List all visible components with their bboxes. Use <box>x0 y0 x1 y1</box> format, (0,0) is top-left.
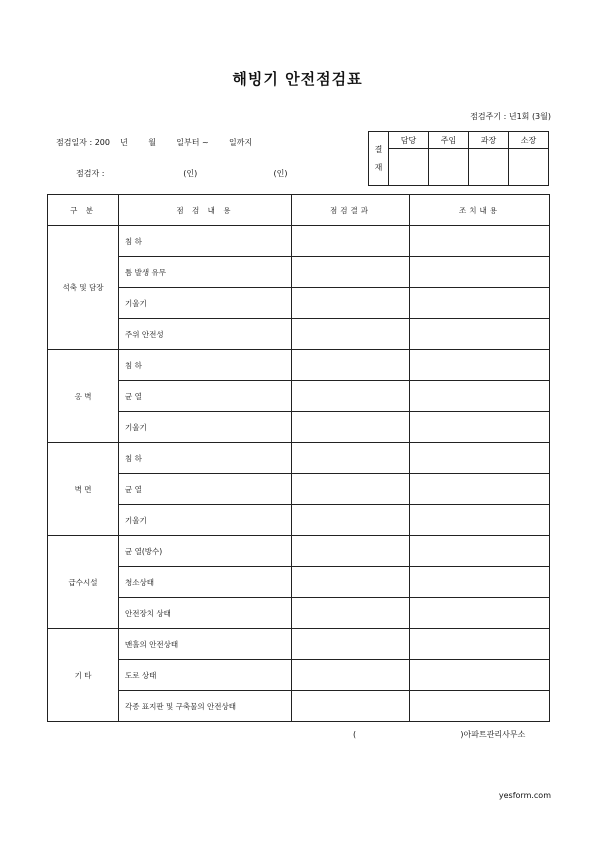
check-item: 침 하 <box>119 350 292 381</box>
check-item: 균 열 <box>119 381 292 412</box>
action-cell[interactable] <box>410 567 550 598</box>
action-cell[interactable] <box>410 381 550 412</box>
check-item: 각종 표지판 및 구축물의 안전상태 <box>119 691 292 722</box>
inspection-table <box>47 194 550 722</box>
approval-role: 담당 <box>389 132 429 149</box>
approval-table <box>368 131 549 186</box>
result-cell[interactable] <box>292 412 410 443</box>
header-content: 점 검 내 용 <box>119 195 292 226</box>
check-item: 맨홀의 안전상태 <box>119 629 292 660</box>
table-row <box>48 288 550 319</box>
signature-box[interactable] <box>389 149 429 186</box>
approval-role: 소장 <box>509 132 549 149</box>
office-footer: ( )아파트관리사무소 <box>353 730 526 739</box>
check-item: 균 열(방수) <box>119 536 292 567</box>
table-row <box>48 536 550 567</box>
table-row <box>48 505 550 536</box>
table-row <box>48 381 550 412</box>
page-title: 해빙기 안전점검표 <box>232 70 363 88</box>
result-cell[interactable] <box>292 350 410 381</box>
table-row <box>48 257 550 288</box>
table-row <box>48 567 550 598</box>
table-row <box>48 350 550 381</box>
result-cell[interactable] <box>292 381 410 412</box>
result-cell[interactable] <box>292 226 410 257</box>
header-result: 점검결과 <box>292 195 410 226</box>
approval-label: 결 재 <box>369 132 389 186</box>
signature-box[interactable] <box>509 149 549 186</box>
result-cell[interactable] <box>292 257 410 288</box>
inspection-cycle: 점검주기 : 년1회 (3월) <box>470 112 551 121</box>
table-row <box>48 598 550 629</box>
category-cell: 옹 벽 <box>48 350 119 443</box>
category-cell: 벽 면 <box>48 443 119 536</box>
table-row <box>48 691 550 722</box>
result-cell[interactable] <box>292 660 410 691</box>
check-item: 도로 상태 <box>119 660 292 691</box>
approval-role: 과장 <box>469 132 509 149</box>
table-row <box>48 660 550 691</box>
check-item: 청소상태 <box>119 567 292 598</box>
category-cell: 기 타 <box>48 629 119 722</box>
action-cell[interactable] <box>410 412 550 443</box>
check-item: 안전장치 상태 <box>119 598 292 629</box>
action-cell[interactable] <box>410 443 550 474</box>
result-cell[interactable] <box>292 536 410 567</box>
result-cell[interactable] <box>292 443 410 474</box>
inspection-date-line: 점검일자 : 200 년 월 일부터 ~ 일까지 <box>56 138 253 147</box>
result-cell[interactable] <box>292 319 410 350</box>
check-item: 기울기 <box>119 288 292 319</box>
result-cell[interactable] <box>292 474 410 505</box>
site-credit: yesform.com <box>498 791 551 800</box>
header-action: 조치내용 <box>410 195 550 226</box>
check-item: 침 하 <box>119 443 292 474</box>
action-cell[interactable] <box>410 629 550 660</box>
action-cell[interactable] <box>410 257 550 288</box>
category-cell: 석축 및 담장 <box>48 226 119 350</box>
result-cell[interactable] <box>292 691 410 722</box>
check-item: 균 열 <box>119 474 292 505</box>
action-cell[interactable] <box>410 505 550 536</box>
check-item: 기울기 <box>119 412 292 443</box>
action-cell[interactable] <box>410 598 550 629</box>
table-row <box>48 443 550 474</box>
table-row <box>48 474 550 505</box>
table-row <box>48 412 550 443</box>
check-item: 주위 안전성 <box>119 319 292 350</box>
action-cell[interactable] <box>410 660 550 691</box>
approval-role: 주임 <box>429 132 469 149</box>
check-item: 틈 발생 유무 <box>119 257 292 288</box>
result-cell[interactable] <box>292 288 410 319</box>
category-cell: 급수시설 <box>48 536 119 629</box>
table-row <box>48 319 550 350</box>
check-item: 기울기 <box>119 505 292 536</box>
action-cell[interactable] <box>410 288 550 319</box>
result-cell[interactable] <box>292 567 410 598</box>
table-row <box>48 226 550 257</box>
action-cell[interactable] <box>410 536 550 567</box>
action-cell[interactable] <box>410 474 550 505</box>
signature-box[interactable] <box>469 149 509 186</box>
result-cell[interactable] <box>292 505 410 536</box>
action-cell[interactable] <box>410 350 550 381</box>
result-cell[interactable] <box>292 598 410 629</box>
check-item: 침 하 <box>119 226 292 257</box>
action-cell[interactable] <box>410 226 550 257</box>
action-cell[interactable] <box>410 691 550 722</box>
action-cell[interactable] <box>410 319 550 350</box>
header-category: 구 분 <box>48 195 119 226</box>
inspector-line: 점검자 : (인) (인) <box>76 169 288 178</box>
result-cell[interactable] <box>292 629 410 660</box>
signature-box[interactable] <box>429 149 469 186</box>
table-row <box>48 629 550 660</box>
